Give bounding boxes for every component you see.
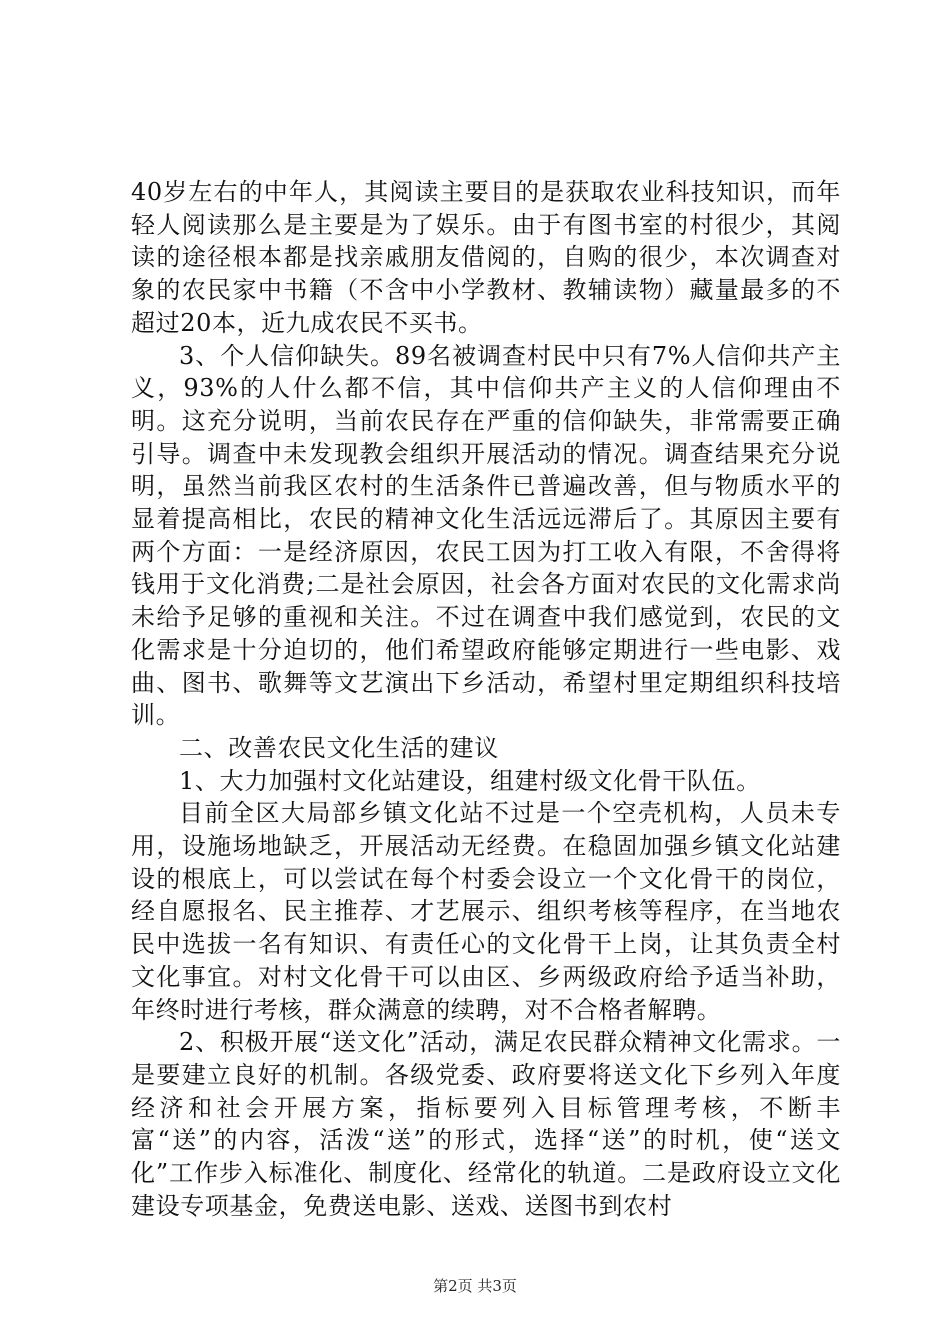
paragraph-belief-deficiency: 3、个人信仰缺失。89名被调查村民中只有7%人信仰共产主义，93%的人什么都不信，其中信仰共产主义的人信仰理由不明。这充分说明，当前农民存在严重的信仰缺失，非常需要正确引导。调查中未发现教会组织开展活动的情况。调查结果充分说明，虽然当前我区农村的生活条件已普遍改善，但与物质水平的显着提高相比，农民的精神文化生活远远滞后了。其原因主要有两个方面：一是经济原因，农民工因为打工收入有限，不舍得将钱用于文化消费;二是社会原因，社会各方面对农民的文化需求尚未给予足够的重视和关注。不过在调查中我们感觉到，农民的文化需求是十分迫切的，他们希望政府能够定期进行一些电影、戏曲、图书、歌舞等文艺演出下乡活动，希望村里定期组织科技培训。 (131, 341, 841, 730)
document-body (131, 176, 841, 1223)
subheading-village-culture-station: 1、大力加强村文化站建设，组建村级文化骨干队伍。 (179, 766, 761, 795)
paragraph-send-culture: 2、积极开展“送文化”活动，满足农民群众精神文化需求。一是要建立良好的机制。各级党委、政府要将送文化下乡列入年度经济和社会开展方案，指标要列入目标管理考核，不断丰富“送”的内容，活泼“送”的形式，选择“送”的时机，使“送文化”工作步入标准化、制度化、经常化的轨道。二是政府设立文化建设专项基金，免费送电影、送戏、送图书到农村 (131, 1028, 841, 1220)
page-number-footer: 第2页 共3页 (433, 1277, 517, 1295)
section-heading-suggestions: 二、改善农民文化生活的建议 (179, 733, 499, 762)
paragraph-continuation: 40岁左右的中年人，其阅读主要目的是获取农业科技知识，而年轻人阅读那么是主要是为了娱乐。由于有图书室的村很少，其阅读的途径根本都是找亲戚朋友借阅的，自购的很少，本次调查对象的农民家中书籍（不含中小学教材、教辅读物）藏量最多的不超过20本，近九成农民不买书。 (131, 178, 841, 337)
paragraph-culture-station: 目前全区大局部乡镇文化站不过是一个空壳机构，人员未专用，设施场地缺乏，开展活动无经费。在稳固加强乡镇文化站建设的根底上，可以尝试在每个村委会设立一个文化骨干的岗位，经自愿报名、民主推荐、才艺展示、组织考核等程序，在当地农民中选拔一名有知识、有责任心的文化骨干上岗，让其负责全村文化事宜。对村文化骨干可以由区、乡两级政府给予适当补助，年终时进行考核，群众满意的续聘，对不合格者解聘。 (131, 799, 841, 1024)
